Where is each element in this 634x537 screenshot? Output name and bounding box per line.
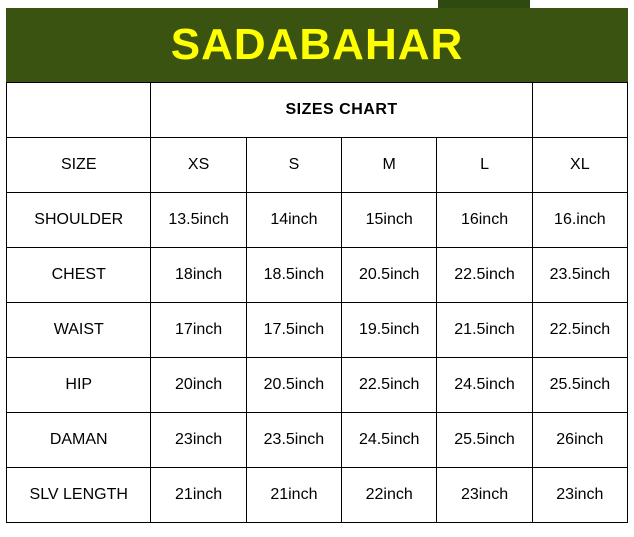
- header-cell-l: L: [437, 138, 532, 193]
- cell-slv-length-m: 22inch: [342, 468, 437, 523]
- row-label-waist: WAIST: [7, 303, 151, 358]
- cell-slv-length-l: 23inch: [437, 468, 532, 523]
- cell-daman-l: 25.5inch: [437, 413, 532, 468]
- cell-hip-m: 22.5inch: [342, 358, 437, 413]
- cell-slv-length-xl: 23inch: [532, 468, 627, 523]
- header-cell-s: S: [246, 138, 341, 193]
- sizes-chart-table: [6, 82, 628, 523]
- row-label-hip: HIP: [7, 358, 151, 413]
- cell-waist-l: 21.5inch: [437, 303, 532, 358]
- table-header-row: [7, 138, 628, 193]
- chart-title: SIZES CHART: [151, 83, 532, 138]
- corner-blank-cell: [7, 83, 151, 138]
- cell-waist-s: 17.5inch: [246, 303, 341, 358]
- cell-daman-xl: 26inch: [532, 413, 627, 468]
- row-label-daman: DAMAN: [7, 413, 151, 468]
- header-cell-size: SIZE: [7, 138, 151, 193]
- cell-hip-s: 20.5inch: [246, 358, 341, 413]
- table-row: [7, 468, 628, 523]
- table-row: [7, 413, 628, 468]
- cell-hip-xl: 25.5inch: [532, 358, 627, 413]
- row-label-shoulder: SHOULDER: [7, 193, 151, 248]
- row-label-slv-length: SLV LENGTH: [7, 468, 151, 523]
- cell-shoulder-m: 15inch: [342, 193, 437, 248]
- table-row: [7, 303, 628, 358]
- cell-chest-l: 22.5inch: [437, 248, 532, 303]
- row-label-chest: CHEST: [7, 248, 151, 303]
- header-cell-xl: XL: [532, 138, 627, 193]
- cell-daman-s: 23.5inch: [246, 413, 341, 468]
- chart-title-row: [7, 83, 628, 138]
- cell-chest-s: 18.5inch: [246, 248, 341, 303]
- cell-hip-l: 24.5inch: [437, 358, 532, 413]
- green-accent-block: [438, 0, 530, 8]
- cell-waist-m: 19.5inch: [342, 303, 437, 358]
- cell-waist-xl: 22.5inch: [532, 303, 627, 358]
- cell-chest-xs: 18inch: [151, 248, 246, 303]
- cell-shoulder-xl: 16.inch: [532, 193, 627, 248]
- cell-hip-xs: 20inch: [151, 358, 246, 413]
- sizes-chart-container: [6, 82, 628, 523]
- cell-shoulder-xs: 13.5inch: [151, 193, 246, 248]
- header-cell-xs: XS: [151, 138, 246, 193]
- cell-waist-xs: 17inch: [151, 303, 246, 358]
- brand-title: SADABAHAR: [170, 20, 464, 69]
- cell-shoulder-s: 14inch: [246, 193, 341, 248]
- table-row: [7, 248, 628, 303]
- table-row: [7, 193, 628, 248]
- cell-chest-m: 20.5inch: [342, 248, 437, 303]
- cell-daman-xs: 23inch: [151, 413, 246, 468]
- table-row: [7, 358, 628, 413]
- cell-chest-xl: 23.5inch: [532, 248, 627, 303]
- cell-slv-length-xs: 21inch: [151, 468, 246, 523]
- right-blank-cell: [532, 83, 627, 138]
- cell-daman-m: 24.5inch: [342, 413, 437, 468]
- brand-banner: [6, 8, 628, 82]
- cell-shoulder-l: 16inch: [437, 193, 532, 248]
- top-strip: [0, 0, 634, 8]
- cell-slv-length-s: 21inch: [246, 468, 341, 523]
- header-cell-m: M: [342, 138, 437, 193]
